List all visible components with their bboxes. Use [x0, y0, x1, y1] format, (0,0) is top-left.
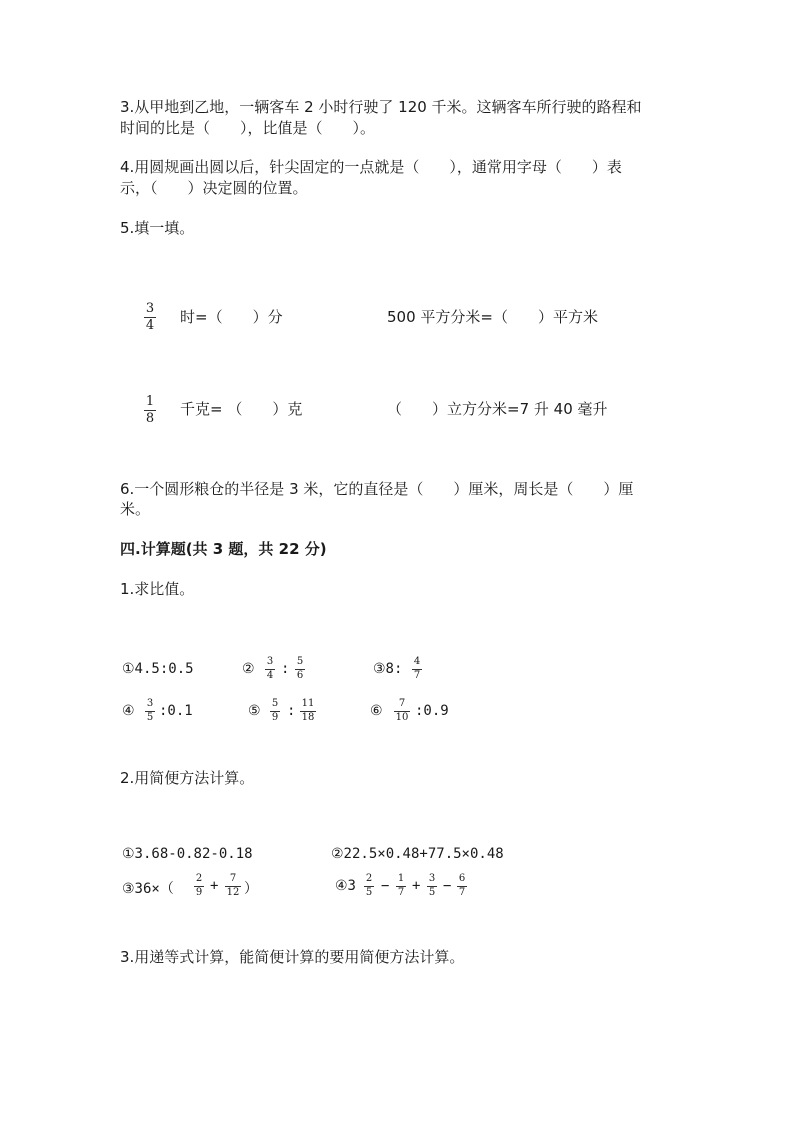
fraction-denominator: 5 [428, 886, 436, 898]
q5-item1-text: 时=（ ）分 [180, 308, 283, 326]
calc1-problem-5-sep: : [287, 703, 296, 719]
fraction-denominator: 7 [458, 886, 466, 898]
q4-line1: 4.用圆规画出圆以后，针尖固定的一点就是（ ），通常用字母（ ）表 [120, 158, 622, 176]
calc2-problem-3-suffix: ） [244, 881, 258, 897]
fraction-denominator: 9 [271, 711, 279, 723]
calc1-problem-4-prefix: ④ [122, 703, 135, 719]
calc2-problem-4-frac-c [427, 874, 437, 898]
calc2-problem-4-op2: + [412, 878, 421, 894]
q5-item1-fraction [144, 302, 156, 332]
fraction-denominator: 7 [413, 669, 421, 681]
calc2-problem-4-frac-a [364, 874, 374, 898]
fraction-denominator: 6 [296, 669, 304, 681]
calc1-title: 1.求比值。 [120, 580, 195, 598]
fraction-denominator: 4 [145, 317, 155, 333]
calc1-problem-6-prefix: ⑥ [370, 703, 383, 719]
fraction-numerator: 6 [458, 873, 466, 884]
calc1-problem-3-prefix: ③8: [373, 661, 403, 677]
calc1-problem-2-frac-b [295, 657, 305, 681]
calc3-title: 3.用递等式计算，能简便计算的要用简便方法计算。 [120, 948, 465, 966]
fraction-numerator: 7 [229, 873, 237, 884]
fraction-denominator: 8 [145, 410, 155, 426]
fraction-numerator: 5 [271, 698, 279, 709]
calc2-problem-3-prefix: ③36×（ [122, 881, 174, 897]
q5-item2-text: 500 平方分米=（ ）平方米 [387, 308, 598, 326]
calc2-problem-1: ①3.68-0.82-0.18 [122, 846, 253, 862]
calc1-problem-5-frac-b [300, 699, 316, 723]
calc2-problem-4-frac-d [457, 874, 467, 898]
calc1-problem-4-suffix: :0.1 [159, 703, 193, 719]
fraction-denominator: 9 [195, 886, 203, 898]
q5-item4-text: （ ）立方分米=7 升 40 毫升 [387, 400, 608, 418]
fraction-numerator: 5 [296, 656, 304, 667]
calc2-problem-4-op1: − [381, 878, 390, 894]
fraction-numerator: 3 [266, 656, 274, 667]
fraction-denominator: 5 [146, 711, 154, 723]
calc2-problem-4-op3: − [443, 878, 452, 894]
calc2-problem-3-frac-b [225, 874, 241, 898]
calc2-problem-4-prefix: ④3 [335, 878, 356, 894]
q5-title: 5.填一填。 [120, 219, 195, 237]
calc1-problem-2-frac-a [265, 657, 275, 681]
fraction-numerator: 3 [146, 698, 154, 709]
section-title: 四.计算题(共 3 题，共 22 分) [120, 540, 327, 558]
fraction-denominator: 7 [397, 886, 405, 898]
q4-line2: 示，（ ）决定圆的位置。 [120, 179, 308, 197]
fraction-numerator: 7 [398, 698, 406, 709]
fraction-numerator: 2 [195, 873, 203, 884]
calc1-problem-5-frac-a [270, 699, 280, 723]
calc2-title: 2.用简便方法计算。 [120, 769, 255, 787]
fraction-numerator: 3 [428, 873, 436, 884]
fraction-numerator: 4 [413, 656, 421, 667]
q6-line2: 米。 [120, 500, 151, 518]
calc1-problem-5-prefix: ⑤ [248, 703, 261, 719]
q3-line2: 时间的比是（ ），比值是（ ）。 [120, 119, 376, 137]
calc1-problem-1: ①4.5:0.5 [122, 661, 194, 677]
fraction-denominator: 5 [365, 886, 373, 898]
fraction-numerator: 2 [365, 873, 373, 884]
fraction-numerator: 1 [397, 873, 405, 884]
fraction-denominator: 4 [266, 669, 274, 681]
q5-item3-text: 千克= （ ）克 [180, 400, 303, 418]
fraction-numerator: 11 [301, 698, 315, 709]
q5-item3-fraction [144, 395, 156, 425]
calc1-problem-2-sep: : [281, 661, 290, 677]
calc2-problem-2: ②22.5×0.48+77.5×0.48 [331, 846, 504, 862]
q3-line1: 3.从甲地到乙地，一辆客车 2 小时行驶了 120 千米。这辆客车所行驶的路程和 [120, 98, 642, 116]
q6-line1: 6.一个圆形粮仓的半径是 3 米，它的直径是（ ）厘米，周长是（ ）厘 [120, 480, 634, 498]
calc2-problem-3-plus: + [210, 878, 219, 894]
calc1-problem-2-prefix: ② [242, 661, 255, 677]
fraction-numerator: 3 [145, 301, 155, 316]
calc2-problem-4-frac-b [396, 874, 406, 898]
fraction-denominator: 10 [395, 711, 409, 723]
fraction-denominator: 12 [226, 886, 240, 898]
calc1-problem-4-frac [145, 699, 155, 723]
calc1-problem-3-frac [412, 657, 422, 681]
fraction-denominator: 18 [301, 711, 315, 723]
fraction-numerator: 1 [145, 394, 155, 409]
calc2-problem-3-frac-a [194, 874, 204, 898]
calc1-problem-6-suffix: :0.9 [415, 703, 449, 719]
calc1-problem-6-frac [394, 699, 410, 723]
